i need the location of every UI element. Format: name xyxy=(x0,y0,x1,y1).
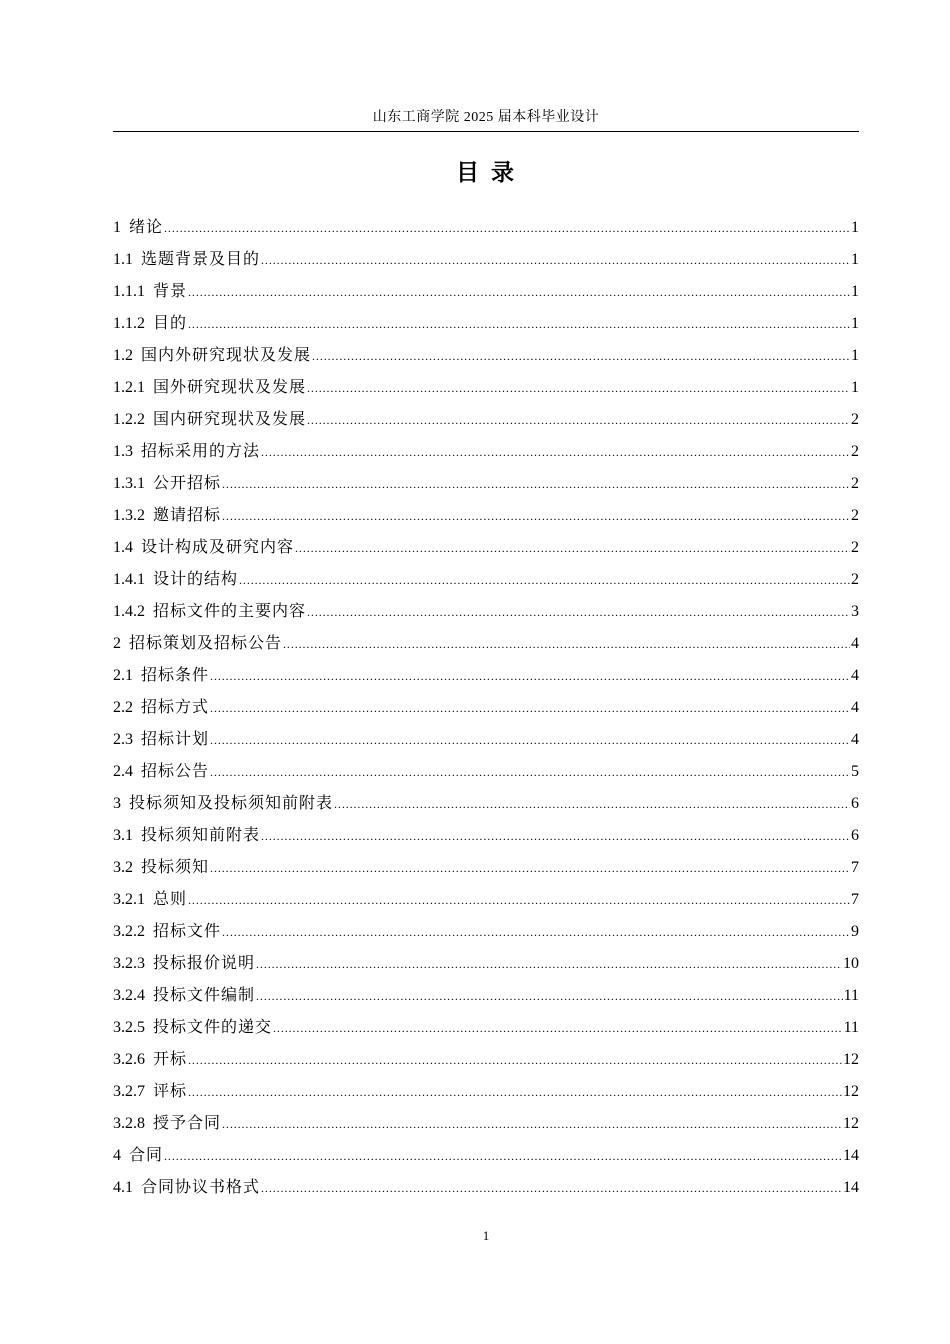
toc-entry[interactable] xyxy=(113,1076,859,1108)
dot-leader xyxy=(188,1044,842,1076)
toc-entry[interactable] xyxy=(113,724,859,756)
dot-leader xyxy=(261,820,850,852)
toc-entry[interactable] xyxy=(113,692,859,724)
dot-leader xyxy=(210,852,850,884)
toc-entry-title: 国内外研究现状及发展 xyxy=(141,347,312,364)
toc-entry-page: 2 xyxy=(851,507,859,524)
toc-entry-title: 投标须知及投标须知前附表 xyxy=(129,795,334,812)
dot-leader xyxy=(261,1172,842,1204)
toc-entry-number: 3.2.2 xyxy=(113,923,153,940)
toc-entry-number: 4.1 xyxy=(113,1179,141,1196)
toc-entry-page: 11 xyxy=(843,987,859,1004)
toc-entry-title: 招标方式 xyxy=(141,699,210,716)
toc-entry-page: 12 xyxy=(843,1115,859,1132)
dot-leader xyxy=(222,916,850,948)
toc-entry-number: 3.2.5 xyxy=(113,1019,153,1036)
toc-entry-page: 4 xyxy=(851,635,859,652)
toc-entry-number: 1 xyxy=(113,219,129,236)
dot-leader xyxy=(222,500,850,532)
toc-entry-title: 招标条件 xyxy=(141,667,210,684)
toc-entry-number: 3 xyxy=(113,795,129,812)
toc-entry-number: 3.1 xyxy=(113,827,141,844)
toc-entry[interactable] xyxy=(113,756,859,788)
toc-entry-page: 4 xyxy=(851,667,859,684)
dot-leader xyxy=(261,436,850,468)
toc-entry-title: 设计构成及研究内容 xyxy=(141,539,295,556)
toc-entry[interactable] xyxy=(113,308,859,340)
toc-entry-number: 1.4 xyxy=(113,539,141,556)
toc-entry-title: 合同协议书格式 xyxy=(141,1179,261,1196)
toc-entry-title: 招标文件的主要内容 xyxy=(153,603,307,620)
toc-entry-number: 2.4 xyxy=(113,763,141,780)
toc-entry-number: 3.2 xyxy=(113,859,141,876)
toc-entry-title: 国外研究现状及发展 xyxy=(153,379,307,396)
toc-entry[interactable] xyxy=(113,340,859,372)
toc-entry-page: 14 xyxy=(843,1179,859,1196)
toc-entry[interactable] xyxy=(113,820,859,852)
toc-entry[interactable] xyxy=(113,564,859,596)
page-title: 目 录 xyxy=(455,160,516,186)
dot-leader xyxy=(210,724,850,756)
toc-entry-title: 背景 xyxy=(153,283,188,300)
toc-entry-page: 1 xyxy=(851,379,859,396)
toc-entry-page: 2 xyxy=(851,475,859,492)
toc-entry-number: 2.1 xyxy=(113,667,141,684)
toc-entry-page: 1 xyxy=(851,347,859,364)
toc-entry-title: 投标文件的递交 xyxy=(153,1019,273,1036)
toc-entry[interactable] xyxy=(113,1012,859,1044)
toc-entry-title: 合同 xyxy=(129,1147,164,1164)
toc-entry-page: 4 xyxy=(851,699,859,716)
toc-entry-page: 5 xyxy=(851,763,859,780)
toc-entry-title: 公开招标 xyxy=(153,475,222,492)
toc-entry-number: 2.3 xyxy=(113,731,141,748)
toc-entry-number: 2.2 xyxy=(113,699,141,716)
toc-entry-page: 12 xyxy=(843,1051,859,1068)
toc-entry-title: 招标策划及招标公告 xyxy=(129,635,283,652)
toc-entry-page: 1 xyxy=(851,251,859,268)
toc-entry-page: 11 xyxy=(843,1019,859,1036)
dot-leader xyxy=(210,660,850,692)
toc-entry-title: 授予合同 xyxy=(153,1115,222,1132)
toc-entry-number: 1.3.2 xyxy=(113,507,153,524)
toc-entry-number: 1.1.1 xyxy=(113,283,153,300)
table-of-contents xyxy=(113,212,859,1204)
toc-entry[interactable] xyxy=(113,532,859,564)
toc-entry-title: 投标须知 xyxy=(141,859,210,876)
toc-entry[interactable] xyxy=(113,372,859,404)
toc-entry[interactable] xyxy=(113,436,859,468)
toc-entry[interactable] xyxy=(113,916,859,948)
dot-leader xyxy=(239,564,850,596)
toc-entry-number: 1.3.1 xyxy=(113,475,153,492)
toc-entry-title: 绪论 xyxy=(129,219,164,236)
page-number: 1 xyxy=(482,1228,490,1243)
toc-entry[interactable] xyxy=(113,212,859,244)
header-rule xyxy=(113,131,859,132)
toc-entry-number: 2 xyxy=(113,635,129,652)
toc-entry-page: 7 xyxy=(851,891,859,908)
toc-entry[interactable] xyxy=(113,628,859,660)
toc-entry-title: 招标采用的方法 xyxy=(141,443,261,460)
toc-entry[interactable] xyxy=(113,884,859,916)
toc-entry-number: 1.1 xyxy=(113,251,141,268)
toc-entry-number: 3.2.8 xyxy=(113,1115,153,1132)
dot-leader xyxy=(307,404,850,436)
dot-leader xyxy=(188,1076,842,1108)
toc-entry[interactable] xyxy=(113,244,859,276)
toc-entry[interactable] xyxy=(113,852,859,884)
toc-entry-number: 1.4.1 xyxy=(113,571,153,588)
toc-entry[interactable] xyxy=(113,788,859,820)
toc-entry-number: 1.4.2 xyxy=(113,603,153,620)
toc-entry-number: 1.3 xyxy=(113,443,141,460)
toc-entry-title: 招标计划 xyxy=(141,731,210,748)
toc-entry[interactable] xyxy=(113,468,859,500)
toc-entry[interactable] xyxy=(113,276,859,308)
toc-entry[interactable] xyxy=(113,660,859,692)
dot-leader xyxy=(256,948,842,980)
dot-leader xyxy=(334,788,850,820)
toc-entry-page: 1 xyxy=(851,315,859,332)
dot-leader xyxy=(164,1140,842,1172)
dot-leader xyxy=(307,596,850,628)
dot-leader xyxy=(188,308,850,340)
toc-entry[interactable] xyxy=(113,404,859,436)
toc-entry-title: 国内研究现状及发展 xyxy=(153,411,307,428)
toc-entry-number: 3.2.7 xyxy=(113,1083,153,1100)
toc-entry-title: 招标文件 xyxy=(153,923,222,940)
toc-entry-page: 2 xyxy=(851,443,859,460)
toc-entry[interactable] xyxy=(113,1044,859,1076)
dot-leader xyxy=(210,692,850,724)
toc-entry[interactable] xyxy=(113,1108,859,1140)
toc-entry-number: 1.2.2 xyxy=(113,411,153,428)
toc-entry[interactable] xyxy=(113,1172,859,1204)
toc-entry-number: 3.2.4 xyxy=(113,987,153,1004)
toc-entry-title: 投标须知前附表 xyxy=(141,827,261,844)
dot-leader xyxy=(222,468,850,500)
toc-entry-number: 3.2.3 xyxy=(113,955,153,972)
toc-entry[interactable] xyxy=(113,596,859,628)
dot-leader xyxy=(164,212,850,244)
toc-entry-title: 目的 xyxy=(153,315,188,332)
running-header: 山东工商学院 2025 届本科毕业设计 xyxy=(372,110,600,125)
dot-leader xyxy=(261,244,850,276)
toc-entry-page: 7 xyxy=(851,859,859,876)
toc-entry-page: 9 xyxy=(851,923,859,940)
toc-entry-page: 10 xyxy=(843,955,859,972)
toc-entry-title: 招标公告 xyxy=(141,763,210,780)
toc-entry-page: 1 xyxy=(851,219,859,236)
dot-leader xyxy=(210,756,850,788)
toc-entry-page: 3 xyxy=(851,603,859,620)
toc-entry[interactable] xyxy=(113,948,859,980)
toc-entry-number: 3.2.6 xyxy=(113,1051,153,1068)
toc-entry-title: 邀请招标 xyxy=(153,507,222,524)
toc-entry-page: 12 xyxy=(843,1083,859,1100)
dot-leader xyxy=(256,980,843,1012)
toc-entry[interactable] xyxy=(113,980,859,1012)
toc-entry-page: 4 xyxy=(851,731,859,748)
toc-entry-title: 开标 xyxy=(153,1051,188,1068)
toc-entry[interactable] xyxy=(113,1140,859,1172)
toc-entry-number: 1.1.2 xyxy=(113,315,153,332)
toc-entry-title: 设计的结构 xyxy=(153,571,239,588)
toc-entry-title: 评标 xyxy=(153,1083,188,1100)
toc-entry-page: 6 xyxy=(851,795,859,812)
toc-entry-page: 1 xyxy=(851,283,859,300)
toc-entry[interactable] xyxy=(113,500,859,532)
toc-entry-page: 2 xyxy=(851,411,859,428)
dot-leader xyxy=(188,276,850,308)
dot-leader xyxy=(188,884,850,916)
toc-entry-page: 6 xyxy=(851,827,859,844)
dot-leader xyxy=(307,372,850,404)
toc-entry-page: 14 xyxy=(843,1147,859,1164)
dot-leader xyxy=(312,340,850,372)
toc-entry-title: 总则 xyxy=(153,891,188,908)
dot-leader xyxy=(295,532,850,564)
toc-entry-title: 选题背景及目的 xyxy=(141,251,261,268)
dot-leader xyxy=(283,628,850,660)
toc-entry-number: 1.2.1 xyxy=(113,379,153,396)
toc-entry-number: 3.2.1 xyxy=(113,891,153,908)
toc-entry-page: 2 xyxy=(851,571,859,588)
toc-entry-number: 1.2 xyxy=(113,347,141,364)
dot-leader xyxy=(222,1108,842,1140)
dot-leader xyxy=(273,1012,843,1044)
toc-entry-page: 2 xyxy=(851,539,859,556)
toc-entry-title: 投标文件编制 xyxy=(153,987,256,1004)
toc-entry-number: 4 xyxy=(113,1147,129,1164)
toc-entry-title: 投标报价说明 xyxy=(153,955,256,972)
